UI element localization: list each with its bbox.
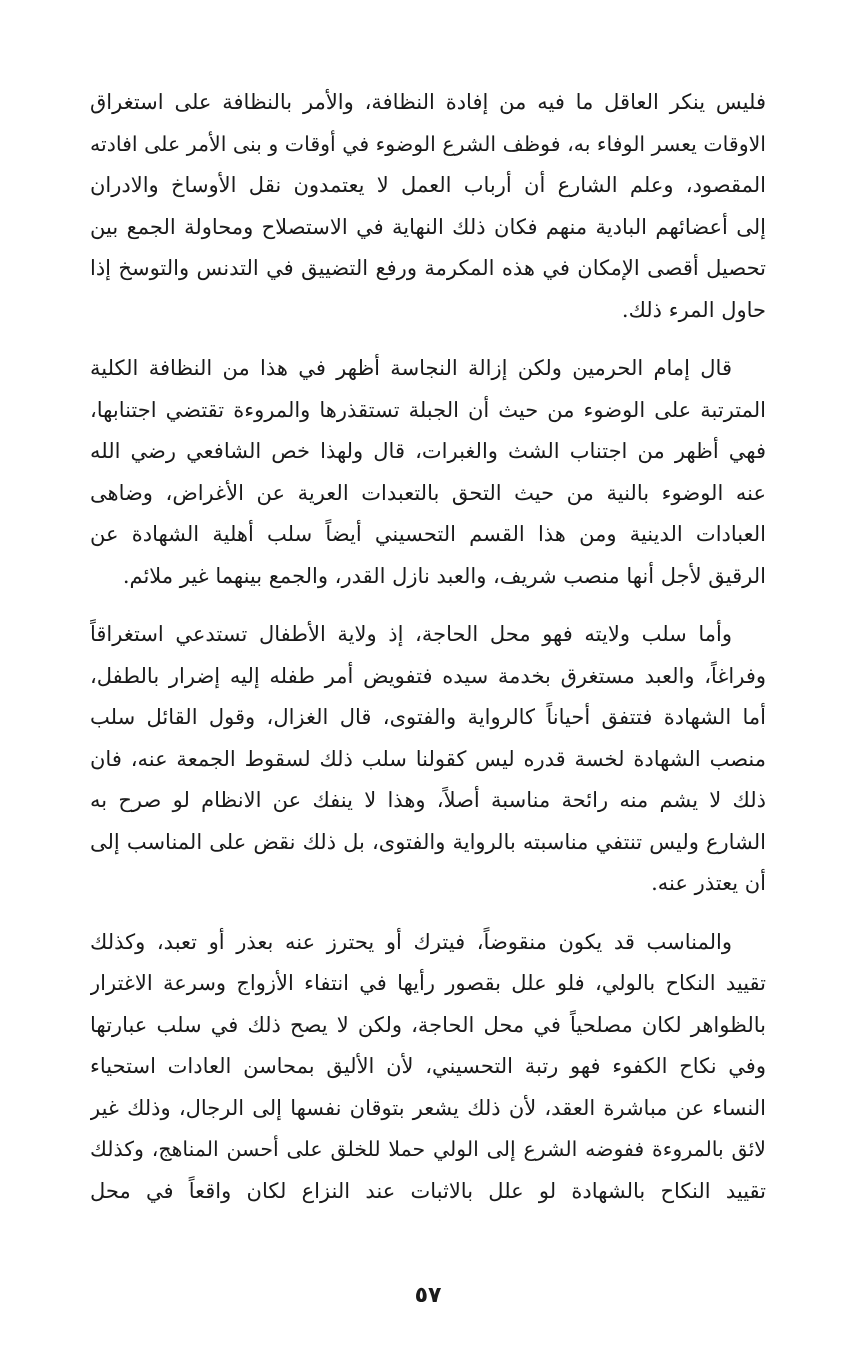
text-line: الاوقات يعسر الوفاء به، فوظف الشرع الوضوء في أوقات و بنى الأمر على افادته	[90, 131, 766, 156]
text-line: إلى أعضائهم البادية منهم فكان ذلك النهاية في الاستصلاح ومحاولة الجمع بين	[90, 214, 766, 239]
text-line: تحصيل أقصى الإمكان في هذه المكرمة ورفع التضييق في التدنس والتوسخ إذا	[90, 256, 766, 280]
paragraph-1	[90, 82, 766, 331]
text-line: الشارع وليس تنتفي مناسبته بالرواية والفتوى، بل ذلك نقض على المناسب إلى	[90, 829, 766, 854]
text-line: تقييد النكاح بالولي، فلو علل بقصور رأيها في انتفاء الأزواج وسرعة الاغترار	[90, 971, 766, 995]
text-line: الرقيق لأجل أنها منصب شريف، والعبد نازل القدر، والجمع بينهما غير ملائم.	[122, 563, 766, 588]
text-line: قال إمام الحرمين ولكن إزالة النجاسة أظهر في هذا من النظافة الكلية	[90, 356, 732, 380]
text-line: تقييد النكاح بالشهادة لو علل بالاثبات عند النزاع لكان واقعاً في محل	[90, 1178, 766, 1203]
text-line: النساء عن مباشرة العقد، لأن ذلك يشعر بتوقان نفسها إلى الرجال، وذلك غير	[90, 1095, 766, 1120]
text-line: عنه الوضوء بالنية من حيث التحق بالتعبدات العرية عن الأغراض، وضاهى	[90, 480, 766, 505]
paragraph-4	[90, 922, 766, 1213]
text-line: وفي نكاح الكفوء فهو رتبة التحسيني، لأن الأليق بمحاسن العادات استحياء	[90, 1054, 766, 1078]
text-line: المقصود، وعلم الشارع أن أرباب العمل لا يعتمدون نقل الأوساخ والادران	[90, 173, 766, 197]
page-body	[90, 82, 766, 1367]
text-line: ذلك لا يشم منه رائحة مناسبة أصلاً، وهذا لا ينفك عن الانظام لو صرح به	[90, 788, 766, 812]
text-line: فهي أظهر من اجتناب الشث والغبرات، قال ولهذا خص الشافعي رضي الله	[90, 439, 766, 463]
text-line: المترتبة على الوضوء من حيث أن الجبلة تستقذرها والمروءة تقتضي اجتنابها،	[90, 397, 766, 422]
text-line: أما الشهادة فتتفق أحياناً كالرواية والفتوى، قال الغزال، وقول القائل سلب	[90, 705, 766, 729]
text-line: فليس ينكر العاقل ما فيه من إفادة النظافة، والأمر بالنظافة على استغراق	[90, 90, 766, 114]
text-line: منصب الشهادة لخسة قدره ليس كقولنا سلب ذلك لسقوط الجمعة عنه، فان	[90, 746, 766, 771]
text-line: العبادات الدينية ومن هذا القسم التحسيني أيضاً سلب أهلية الشهادة عن	[90, 522, 766, 546]
text-line: بالظواهر لكان مصلحياً في محل الحاجة، ولكن لا يصح ذلك في سلب عبارتها	[90, 1012, 766, 1037]
page-number: ٥٧	[414, 1283, 442, 1308]
text-line: أن يعتذر عنه.	[651, 871, 766, 895]
paragraph-2	[90, 348, 766, 597]
text-line: والمناسب قد يكون منقوضاً، فيترك أو يحترز عنه بعذر أو تعبد، وكذلك	[90, 929, 732, 954]
text-line: وأما سلب ولايته فهو محل الحاجة، إذ ولاية الأطفال تستدعي استغراقاً	[90, 622, 732, 646]
paragraph-3	[90, 614, 766, 905]
text-line: وفراغاً، والعبد مستغرق بخدمة سيده فتفويض أمر طفله إليه إضرار بالطفل،	[90, 663, 766, 688]
text-line: حاول المرء ذلك.	[621, 297, 766, 322]
text-line: لائق بالمروءة ففوضه الشرع إلى الولي حملا للخلق على أحسن المناهج، وكذلك	[90, 1137, 766, 1161]
